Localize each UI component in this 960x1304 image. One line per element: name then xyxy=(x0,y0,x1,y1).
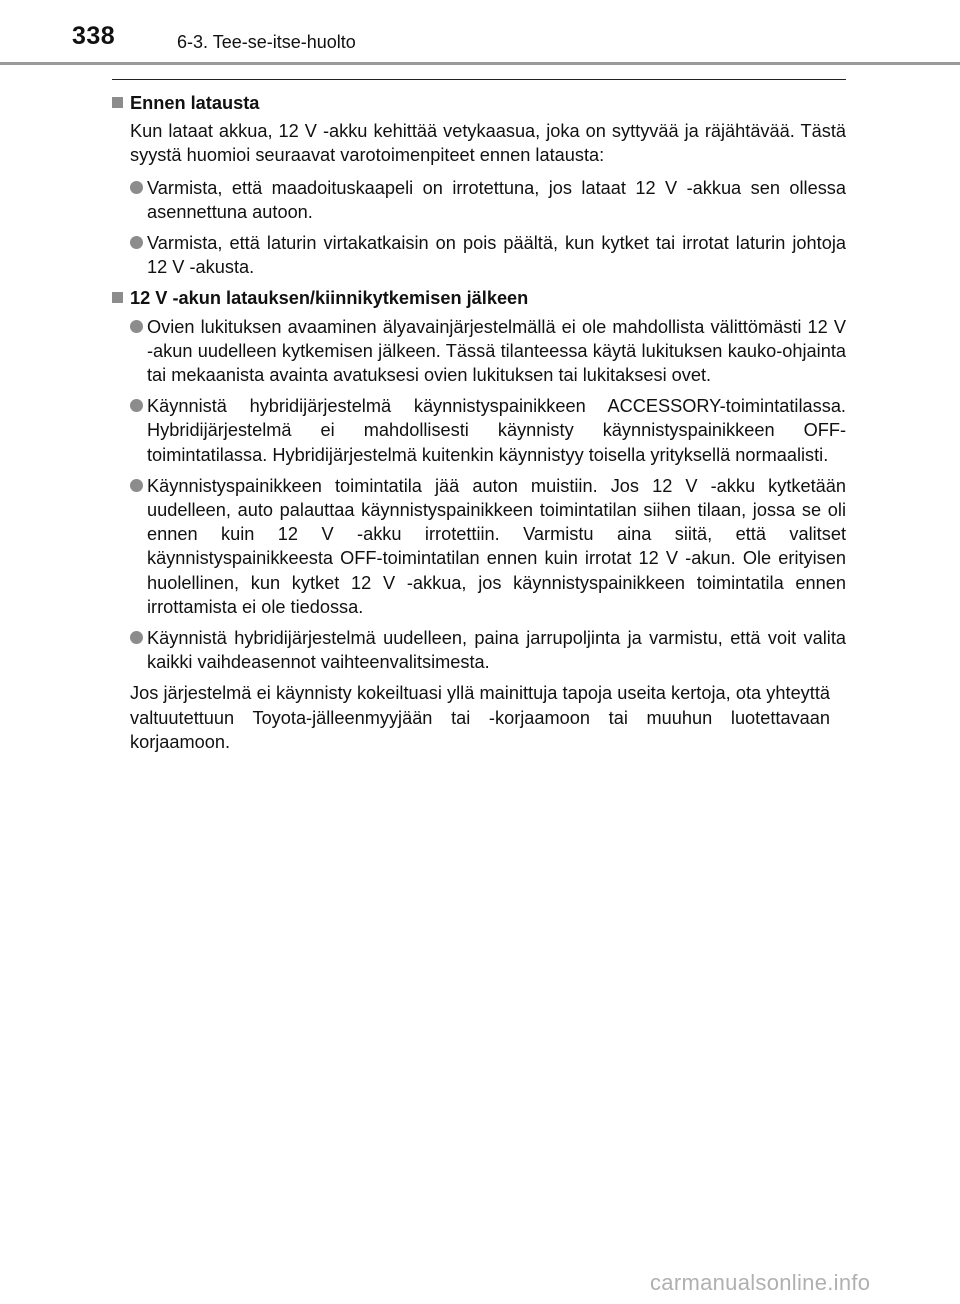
list-item xyxy=(130,474,846,619)
section-heading xyxy=(112,91,846,115)
content-rule xyxy=(112,79,846,80)
list-item-text: Käynnistä hybridijärjestelmä käynnistyspainikkeen ACCESSORY-toimintatilassa. Hybridijärjestelmä ei mahdollisesti käynnisty käynnistyspainikkeen OFF-toimintatilassa. Hybridijärjestelmä kuitenkin käynnistyy toisella yrityksellä normaalisti. xyxy=(147,396,846,465)
circle-bullet-icon xyxy=(130,236,143,249)
list-item-text: Varmista, että laturin virtakatkaisin on pois päältä, kun kytket tai irrotat laturin johtoja 12 V -akusta. xyxy=(147,233,846,278)
page-number: 338 xyxy=(72,22,116,50)
circle-bullet-icon xyxy=(130,479,143,492)
section-heading xyxy=(112,286,846,310)
list-item-text: Ovien lukituksen avaaminen älyavainjärjestelmällä ei ole mahdollista välittömästi 12 V -akun uudelleen kytkemisen jälkeen. Tässä tilanteessa käytä lukituksen kauko-ohjainta tai mekaanista avainta avatuksesi ovien lukituksen tai lukitaksesi ovet. xyxy=(147,316,846,386)
square-bullet-icon xyxy=(112,97,123,108)
section-title: 6-3. Tee-se-itse-huolto xyxy=(177,32,356,52)
circle-bullet-icon xyxy=(130,399,143,412)
heading-text: Ennen latausta xyxy=(130,93,260,113)
circle-bullet-icon xyxy=(130,181,143,194)
list-item xyxy=(130,626,846,674)
list-item-text: Käynnistä hybridijärjestelmä uudelleen, paina jarrupoljinta ja varmistu, että voit valita kaikki vaihdeasennot vaihteenvalitsimesta. xyxy=(147,628,846,673)
intro-paragraph: Kun lataat akkua, 12 V -akku kehittää vetykaasua, joka on syttyvää ja räjähtävää. Tästä syystä huomioi seuraavat varotoimenpiteet ennen latausta: xyxy=(130,121,846,166)
heading-text: 12 V -akun latauksen/kiinnikytkemisen jälkeen xyxy=(130,288,529,309)
list-item xyxy=(130,176,846,224)
list-item xyxy=(130,315,846,388)
list-item-text: Varmista, että maadoituskaapeli on irrotettuna, jos lataat 12 V -akkua sen ollessa asennettuna autoon. xyxy=(147,177,846,222)
closing-paragraph: Jos järjestelmä ei käynnisty kokeiltuasi yllä mainittuja tapoja useita kertoja, ota yhteyttä valtuutettuun Toyota-jälleenmyyjään tai -korjaamoon tai muuhun luotettavaan korjaamoon. xyxy=(130,683,830,752)
watermark: carmanualsonline.info xyxy=(650,1270,871,1295)
list-item xyxy=(130,231,846,279)
page-content xyxy=(112,91,846,754)
list-item-text: Käynnistyspainikkeen toimintatila jää auton muistiin. Jos 12 V -akku kytketään uudelleen, auto palauttaa käynnistyspainikkeen toimintatilan siihen tilaan, jossa se oli ennen kuin 12 V -akku irrotettiin. Varmistu aina siitä, että valitset käynnistyspainikkeesta OFF-toimintatilan ennen kuin irrotat 12 V -akun. Ole erityisen huolellinen, kun kytket 12 V -akkua, jos käynnistyspainikkeen toimintatila ennen irrottamista ei ole tiedossa. xyxy=(147,475,846,617)
circle-bullet-icon xyxy=(130,631,143,644)
list-item xyxy=(130,394,846,467)
header-rule xyxy=(0,62,960,65)
circle-bullet-icon xyxy=(130,320,143,333)
square-bullet-icon xyxy=(112,292,123,303)
